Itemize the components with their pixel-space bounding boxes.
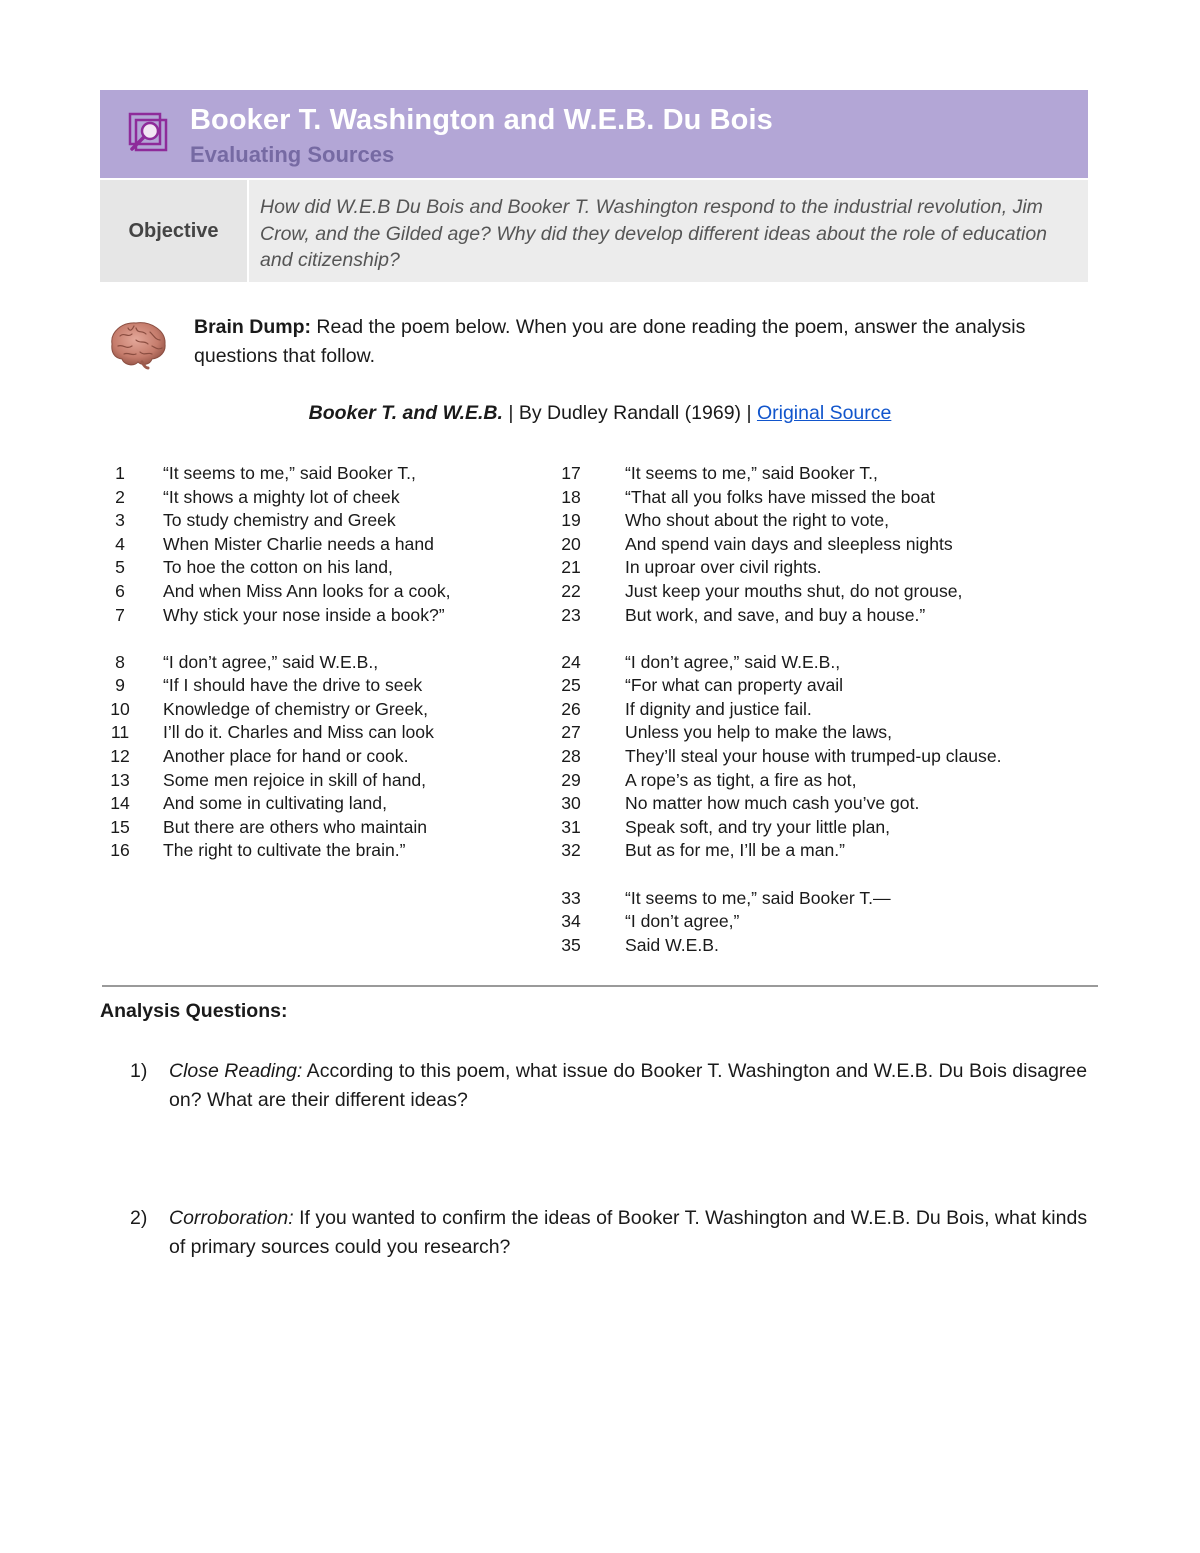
analysis-heading: Analysis Questions: [100, 1000, 288, 1022]
line-text: To hoe the cotton on his land, [163, 557, 393, 578]
poem-line [100, 792, 540, 816]
poem-author-line: | By Dudley Randall (1969) | [502, 402, 757, 424]
brain-dump-label: Brain Dump: [194, 316, 311, 338]
line-number: 18 [561, 486, 581, 507]
magnifier-document-icon [126, 110, 170, 154]
poem-right-column [556, 462, 1076, 957]
poem-left-column [100, 462, 540, 863]
line-text: “It seems to me,” said Booker T.— [625, 887, 891, 908]
line-text: Just keep your mouths shut, do not grouse, [625, 580, 963, 601]
line-number: 30 [561, 793, 581, 814]
line-text: If dignity and justice fail. [625, 698, 812, 719]
line-number: 21 [561, 557, 581, 578]
line-text: “For what can property avail [625, 675, 844, 696]
line-number: 34 [561, 911, 581, 932]
brain-dump-text: Read the poem below. When you are done reading the poem, answer the analysis questions that follow. [194, 316, 1026, 367]
poem-line [100, 839, 540, 863]
line-number: 25 [561, 675, 581, 696]
poem-line [100, 580, 540, 604]
poem-line [100, 721, 540, 745]
line-number: 3 [115, 510, 125, 531]
poem-line [556, 721, 1076, 745]
line-text: In uproar over civil rights. [625, 557, 822, 578]
poem-line [556, 698, 1076, 722]
line-number: 35 [561, 934, 581, 955]
poem-line [556, 533, 1076, 557]
line-number: 11 [110, 722, 130, 743]
line-number: 17 [561, 463, 581, 483]
line-number: 26 [561, 698, 581, 719]
line-number: 22 [561, 580, 581, 601]
line-text: But work, and save, and buy a house.” [625, 604, 926, 625]
poem-line [100, 674, 540, 698]
poem-title: Booker T. and W.E.B. [308, 402, 503, 424]
line-text: But as for me, I’ll be a man.” [625, 840, 846, 861]
poem-line [556, 839, 1076, 863]
line-text: And spend vain days and sleepless nights [625, 533, 953, 554]
poem-line [556, 604, 1076, 628]
poem-line [100, 462, 540, 486]
line-number: 28 [561, 746, 581, 767]
line-text: Why stick your nose inside a book?” [163, 604, 445, 625]
poem-line [100, 745, 540, 769]
line-number: 20 [561, 533, 581, 554]
line-number: 10 [110, 698, 130, 719]
objective-label-cell [100, 180, 247, 282]
original-source-link[interactable]: Original Source [756, 402, 892, 424]
line-number: 16 [110, 840, 130, 861]
line-number: 19 [561, 510, 581, 531]
poem-line [100, 509, 540, 533]
line-text: “If I should have the drive to seek [163, 675, 423, 696]
objective-label: Objective [128, 220, 219, 242]
line-number: 13 [110, 769, 130, 790]
poem-line [556, 674, 1076, 698]
brain-icon [106, 318, 170, 370]
line-text: And some in cultivating land, [163, 793, 387, 814]
poem-line [100, 556, 540, 580]
poem-line [100, 486, 540, 510]
line-text: Unless you help to make the laws, [625, 722, 892, 743]
line-text: To study chemistry and Greek [163, 510, 396, 531]
line-number: 12 [110, 746, 130, 767]
line-number: 2 [115, 486, 125, 507]
line-text: “It seems to me,” said Booker T., [625, 463, 878, 483]
stanza-gap [556, 627, 1076, 651]
section-divider [102, 985, 1098, 987]
objective-text: How did W.E.B Du Bois and Booker T. Washington respond to the industrial revolution, Jim Crow, and the Gilded age? Why did they develop different ideas about the role of education and citizenship? [260, 196, 1048, 271]
line-text: And when Miss Ann looks for a cook, [163, 580, 451, 601]
stanza-gap [556, 863, 1076, 887]
line-number: 15 [110, 816, 130, 837]
poem-citation [0, 402, 1200, 425]
line-text: “I don’t agree,” said W.E.B., [625, 651, 841, 672]
line-text: Said W.E.B. [625, 934, 719, 955]
poem-line [556, 580, 1076, 604]
line-text: When Mister Charlie needs a hand [163, 533, 434, 554]
line-text: “It shows a mighty lot of cheek [163, 486, 400, 507]
line-text: No matter how much cash you’ve got. [625, 793, 920, 814]
poem-line [556, 769, 1076, 793]
objective-text-cell [249, 180, 1088, 282]
line-text: Speak soft, and try your little plan, [625, 816, 891, 837]
question-text: According to this poem, what issue do Booker T. Washington and W.E.B. Du Bois disagree on? What are their different ideas? [169, 1060, 1088, 1111]
question-skill: Close Reading: [169, 1060, 303, 1082]
brain-dump-instructions [194, 313, 1074, 370]
poem-line [100, 533, 540, 557]
line-text: But there are others who maintain [163, 816, 428, 837]
line-text: “I don’t agree,” said W.E.B., [163, 651, 379, 672]
line-number: 29 [561, 769, 581, 790]
line-text: I’ll do it. Charles and Miss can look [163, 722, 434, 743]
question-body [169, 1057, 1099, 1115]
line-text: “I don’t agree,” [625, 911, 740, 932]
line-number: 23 [561, 604, 581, 625]
poem-line [556, 509, 1076, 533]
line-number: 6 [115, 580, 125, 601]
line-number: 1 [115, 463, 125, 483]
line-text: Knowledge of chemistry or Greek, [163, 698, 428, 719]
poem-line [556, 651, 1076, 675]
header-banner [100, 90, 1088, 178]
poem-line [100, 698, 540, 722]
stanza-gap [100, 627, 540, 651]
poem-line [556, 887, 1076, 911]
line-number: 5 [115, 557, 125, 578]
question-skill: Corroboration: [169, 1207, 294, 1229]
line-number: 32 [561, 840, 581, 861]
line-text: A rope’s as tight, a fire as hot, [625, 769, 857, 790]
line-number: 14 [110, 793, 130, 814]
poem-line [100, 769, 540, 793]
poem-line [556, 556, 1076, 580]
page-title: Booker T. Washington and W.E.B. Du Bois [190, 104, 773, 136]
poem-line [556, 816, 1076, 840]
line-number: 8 [115, 651, 125, 672]
line-number: 4 [115, 533, 125, 554]
line-number: 9 [115, 675, 125, 696]
line-text: They’ll steal your house with trumped-up clause. [625, 746, 1002, 767]
poem-line [556, 462, 1076, 486]
poem-line [556, 486, 1076, 510]
poem-line [100, 816, 540, 840]
line-number: 31 [561, 816, 581, 837]
poem-line [556, 745, 1076, 769]
line-text: Another place for hand or cook. [163, 746, 409, 767]
poem-line [556, 934, 1076, 958]
poem-line [556, 792, 1076, 816]
page-subtitle: Evaluating Sources [190, 142, 395, 167]
question-text: If you wanted to confirm the ideas of Booker T. Washington and W.E.B. Du Bois, what kinds of primary sources could you research? [169, 1207, 1088, 1258]
question-number: 2) [130, 1207, 148, 1229]
line-number: 27 [561, 722, 581, 743]
poem-line [100, 651, 540, 675]
line-text: Some men rejoice in skill of hand, [163, 769, 427, 790]
line-number: 33 [561, 887, 581, 908]
question-body [169, 1204, 1099, 1262]
line-text: Who shout about the right to vote, [625, 510, 890, 531]
line-text: “That all you folks have missed the boat [625, 486, 936, 507]
line-number: 7 [115, 604, 125, 625]
objective-row [100, 180, 1088, 282]
poem-line [100, 604, 540, 628]
question-number: 1) [130, 1060, 148, 1082]
line-number: 24 [561, 651, 581, 672]
line-text: “It seems to me,” said Booker T., [163, 463, 416, 483]
poem-line [556, 910, 1076, 934]
line-text: The right to cultivate the brain.” [163, 840, 406, 861]
